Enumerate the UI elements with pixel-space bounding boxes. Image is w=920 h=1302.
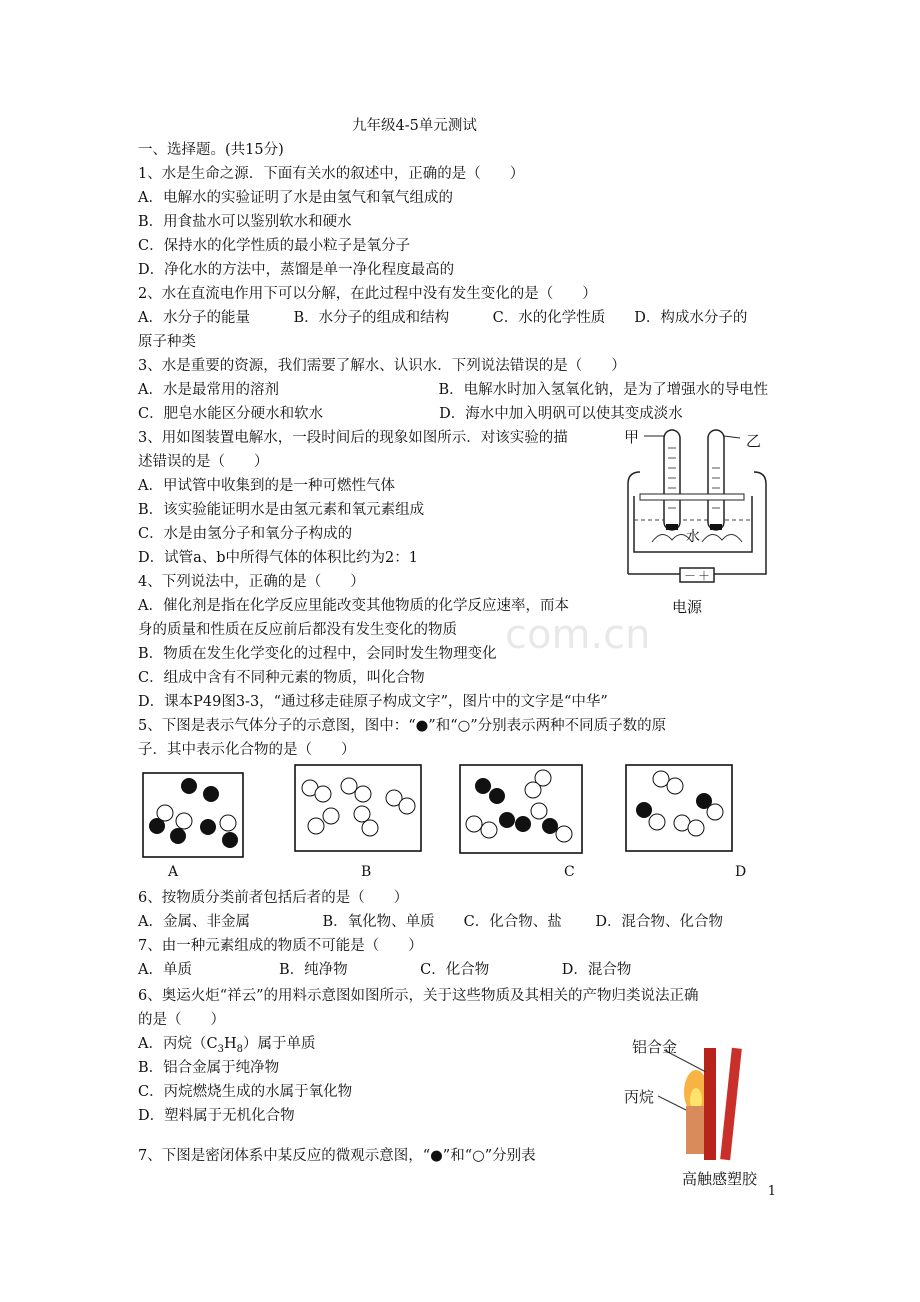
q6b-option-c: C．丙烷燃烧生成的水属于氧化物 (138, 1084, 353, 1100)
q3b-option-a: A．甲试管中收集到的是一种可燃性气体 (138, 478, 395, 494)
page-title: 九年级4-5单元测试 (352, 118, 477, 134)
q3b-option-b: B．该实验能证明水是由氢元素和氧元素组成 (138, 502, 425, 518)
molecule-box-d (625, 764, 735, 856)
q6b-option-d: D．塑料属于无机化合物 (138, 1108, 295, 1124)
q2-options: A．水分子的能量 B．水分子的组成和结构 C．水的化学性质 D．构成水分子的 (138, 310, 748, 326)
question-5-cont: 子．其中表示化合物的是（ ） (138, 742, 356, 758)
q1-option-a: A．电解水的实验证明了水是由氢气和氧气组成的 (138, 190, 453, 206)
torch-figure (620, 1030, 790, 1190)
molecule-box-c (459, 764, 583, 858)
propane-sub-8: 8 (236, 1043, 243, 1055)
question-4: 4、下列说法中，正确的是（ ） (138, 574, 365, 590)
label-propane: 丙烷 (624, 1088, 655, 1106)
question-6b-cont: 的是（ ） (138, 1012, 225, 1028)
section-heading: 一、选择题。(共15分) (138, 142, 284, 158)
question-1: 1、水是生命之源．下面有关水的叙述中，正确的是（ ） (138, 166, 525, 182)
label-power: 电源 (672, 598, 703, 616)
question-3b: 3、用如图装置电解水，一段时间后的现象如图所示．对该实验的描 (138, 430, 568, 446)
propane-prefix: A．丙烷（C (138, 1036, 218, 1052)
question-3b-cont: 述错误的是（ ） (138, 454, 269, 470)
electrolysis-diagram (622, 424, 772, 624)
q3b-option-c: C．水是由氢分子和氧分子构成的 (138, 526, 353, 542)
label-alloy: 铝合金 (632, 1038, 678, 1056)
label-minus: － (684, 569, 697, 583)
electrolysis-figure (622, 424, 772, 624)
question-6: 6、按物质分类前者包括后者的是（ ） (138, 890, 409, 906)
question-7: 7、由一种元素组成的物质不可能是（ ） (138, 938, 423, 954)
q1-option-c: C．保持水的化学性质的最小粒子是氧分子 (138, 238, 411, 254)
q6b-option-b: B．铝合金属于纯净物 (138, 1060, 280, 1076)
q1-option-d: D．净化水的方法中，蒸馏是单一净化程度最高的 (138, 262, 455, 278)
q1-option-b: B．用食盐水可以鉴别软水和硬水 (138, 214, 352, 230)
page-number: 1 (767, 1184, 776, 1199)
label-jia: 甲 (624, 428, 640, 446)
caption-c: C (564, 864, 575, 880)
question-7b: 7、下图是密闭体系中某反应的微观示意图，“●”和“○”分别表 (138, 1148, 536, 1164)
label-plus: ＋ (698, 569, 711, 583)
propane-h: H (223, 1036, 237, 1052)
question-2: 2、水在直流电作用下可以分解，在此过程中没有发生变化的是（ ） (138, 286, 597, 302)
propane-sub-3: 3 (217, 1043, 224, 1055)
molecule-box-a (142, 772, 244, 862)
q6-options: A．金属、非金属 B．氧化物、单质 C．化合物、盐 D．混合物、化合物 (138, 914, 723, 930)
watermark: com.cn (505, 612, 651, 658)
q4-option-d: D．课本P49图3-3，“通过移走硅原子构成文字”，图片中的文字是“中华” (138, 694, 608, 710)
question-5: 5、下图是表示气体分子的示意图，图中：“●”和“○”分别表示两种不同质子数的原 (138, 718, 667, 734)
q4-option-b: B．物质在发生化学变化的过程中，会同时发生物理变化 (138, 646, 497, 662)
q6b-option-a (138, 1034, 315, 1060)
caption-a: A (168, 864, 179, 880)
q3b-option-d: D．试管a、b中所得气体的体积比约为2：1 (138, 550, 419, 566)
label-water: 水 (686, 529, 700, 545)
q7-options: A．单质 B．纯净物 C．化合物 D．混合物 (138, 962, 632, 978)
question-3: 3、水是重要的资源，我们需要了解水、认识水．下列说法错误的是（ ） (138, 358, 626, 374)
q2-options-cont: 原子种类 (138, 334, 196, 350)
caption-d: D (735, 864, 747, 880)
question-6b: 6、奥运火炬“祥云”的用料示意图如图所示，关于这些物质及其相关的产物归类说法正确 (138, 988, 699, 1004)
q3-options-cd: C．肥皂水能区分硬水和软水 D．海水中加入明矾可以使其变成淡水 (138, 406, 683, 422)
q4-option-a: A．催化剂是指在化学反应里能改变其他物质的化学反应速率，而本 (138, 598, 569, 614)
q3-options-ab: A．水是最常用的溶剂 B．电解水时加入氢氧化钠，是为了增强水的导电性 (138, 382, 769, 398)
q4-option-c: C．组成中含有不同种元素的物质，叫化合物 (138, 670, 425, 686)
propane-suffix: ）属于单质 (242, 1036, 316, 1052)
q4-option-a-cont: 身的质量和性质在反应前后都没有发生变化的物质 (138, 622, 457, 638)
caption-b: B (361, 864, 372, 880)
molecule-box-b (294, 764, 424, 856)
label-yi: 乙 (746, 432, 762, 450)
label-plastic: 高触感塑胶 (682, 1170, 758, 1188)
